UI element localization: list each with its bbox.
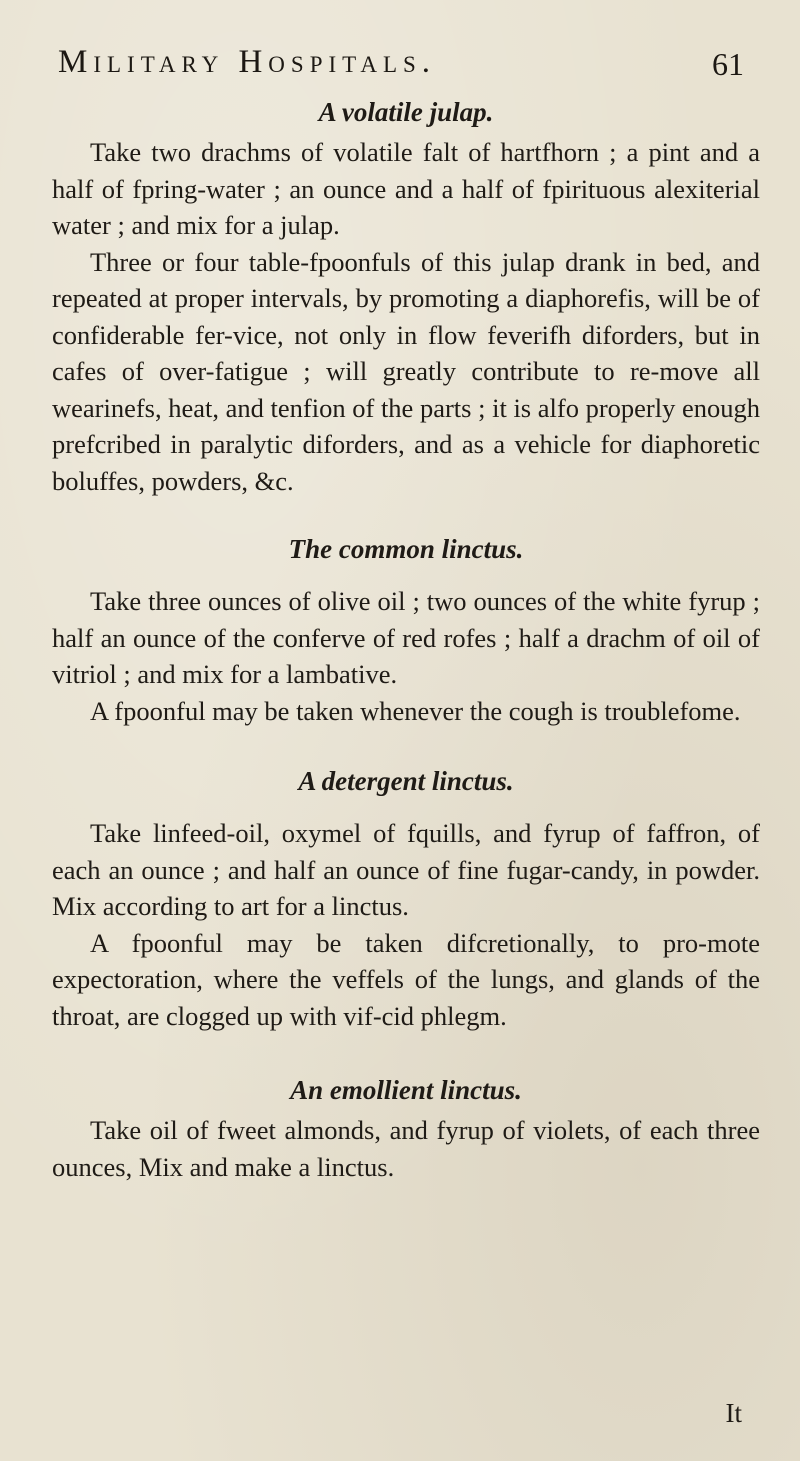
section-volatile-julap [52,90,760,499]
recipe-paragraph: Take oil of fweet almonds, and fyrup of violets, of each three ounces, Mix and make a linctus. [52,1115,760,1182]
section-emollient-linctus [52,1068,760,1185]
recipe-paragraph: Take linfeed-oil, oxymel of fquills, and fyrup of faffron, of each an ounce ; and half an ounce of fine fugar-candy, in powder. Mix according to art for a linctus. [52,818,760,921]
recipe-paragraph: Take two drachms of volatile falt of hartfhorn ; a pint and a half of fpring-water ; an ounce and a half of fpirituous alexiterial water ; and mix for a julap. [52,137,760,240]
catchword: It [725,1398,742,1428]
running-head [52,26,760,90]
header-title: Military Hospitals. [58,44,437,80]
section-title: A detergent linctus. [298,766,514,796]
section-common-linctus [52,527,760,729]
page-number: 61 [712,46,744,82]
section-title: A volatile julap. [318,97,494,127]
recipe-paragraph: Take three ounces of olive oil ; two ounces of the white fyrup ; half an ounce of the conferve of red rofes ; half a drachm of oil of vitriol ; and mix for a lambative. [52,586,760,689]
section-detergent-linctus [52,759,760,1034]
usage-paragraph: A fpoonful may be taken difcretionally, to pro-mote expectoration, where the veffels of the lungs, and glands of the throat, are clogged up with vif-cid phlegm. [52,927,760,1031]
section-title: An emollient linctus. [290,1075,522,1105]
usage-paragraph: A fpoonful may be taken whenever the cough is troublefome. [90,695,741,726]
usage-paragraph: Three or four table-fpoonfuls of this julap drank in bed, and repeated at proper intervals, by promoting a diaphorefis, will be of confiderable fer-vice, not only in flow feverifh diforders, but in cafes of over-fatigue ; will greatly contribute to re-move all wearinefs, heat, and tenfion of the parts ; it is alfo properly enough prefcribed in paralytic diforders, and as a vehicle for diaphoretic boluffes, powders, &c. [52,246,760,496]
section-title: The common linctus. [288,534,524,564]
